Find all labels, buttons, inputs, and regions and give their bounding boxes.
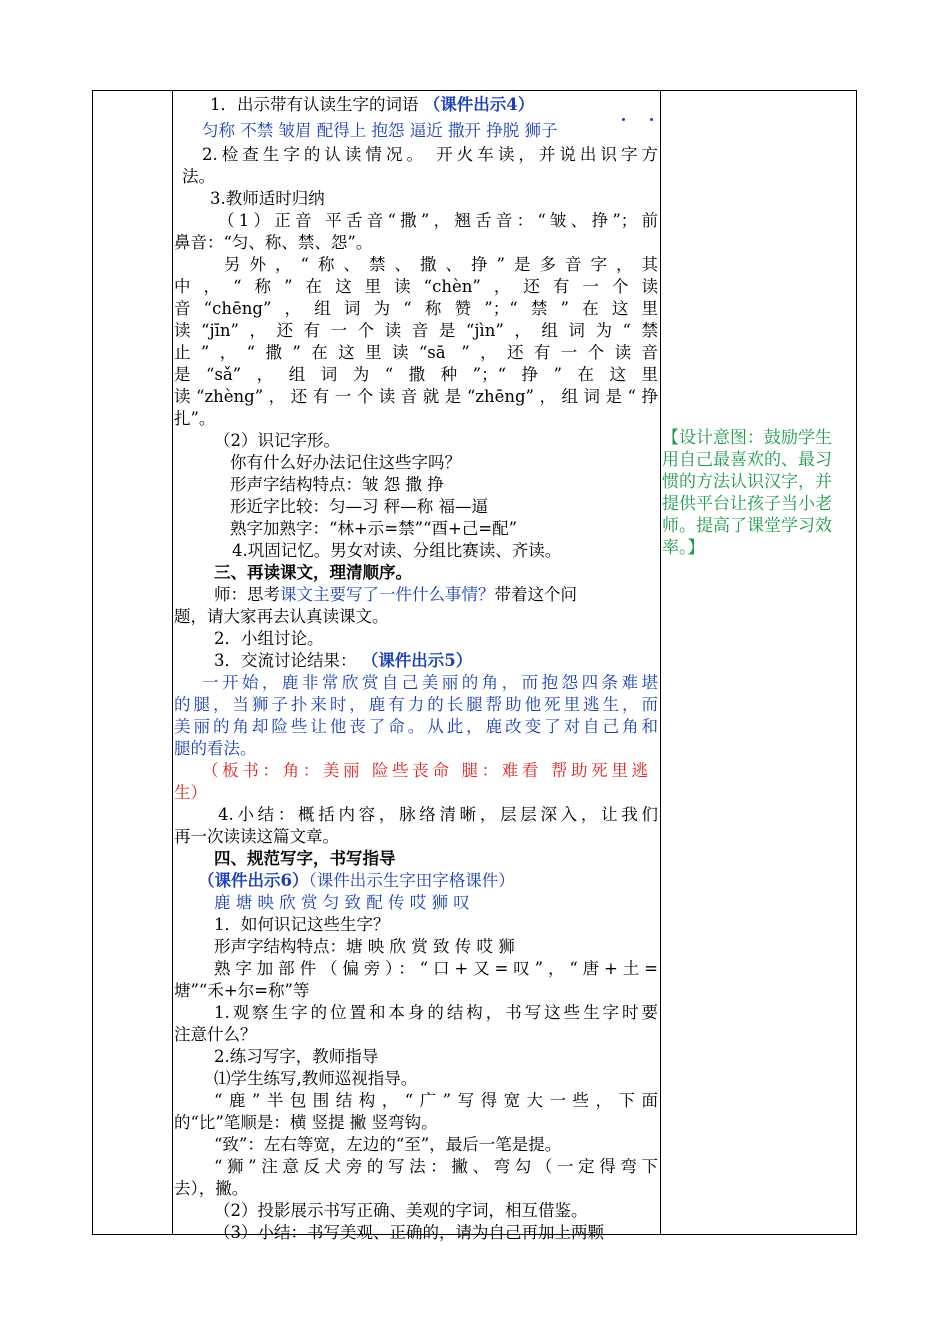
text-line: 鼻音：“匀、称、禁、怨”。: [174, 233, 373, 252]
text-line: 一开始，鹿非常欣赏自己美丽的角，而抱怨四条难堪: [202, 673, 658, 692]
note-line: 惯的方法认识汉字，并: [662, 472, 832, 492]
text-line: 形声字结构特点：塘 映 欣 赏 致 传 哎 狮: [214, 937, 515, 956]
text-line: 是“sǎ”，组词为“撒种”；“挣”在这里: [174, 365, 658, 384]
text-line: “狮”注意反犬旁的写法：撇、弯勾（一定得弯下: [214, 1157, 658, 1176]
text-line: 3.教师适时归纳: [210, 189, 325, 208]
text-line: （3）小结：书写美观、正确的，请为自己再加上两颗: [214, 1223, 604, 1242]
text-line: 的“比”笔顺是：横 竖提 撇 竖弯钩。: [174, 1113, 438, 1132]
text-line: 2.检查生字的认读情况。 开火车读，并说出识字方: [202, 145, 658, 164]
emphasis-dot: [650, 118, 653, 121]
text-line: 扎”。: [174, 409, 216, 428]
text-line: 师：思考课文主要写了一件什么事情？带着这个问: [214, 585, 577, 604]
text-line: “致”：左右等宽，左边的“至”，最后一笔是提。: [214, 1135, 562, 1154]
text-line: 4.小结：概括内容，脉络清晰，层层深入，让我们: [218, 805, 658, 824]
note-line: 师。提高了课堂学习效: [662, 516, 832, 536]
text-line: 4.巩固记忆。男女对读、分组比赛读、齐读。: [232, 541, 562, 560]
text-line: 中，“称”在这里读“chèn”，还有一个读: [174, 277, 658, 296]
text-line: 另外，“称、禁、撒、挣”是多音字，其: [224, 255, 658, 274]
text-line: ⑴学生练写,教师巡视指导。: [214, 1069, 418, 1088]
note-line: 提供平台让孩子当小老: [662, 494, 832, 514]
text-line: 你有什么好办法记住这些字吗？: [230, 453, 461, 472]
text-line: 1．如何识记这些生字？: [214, 915, 390, 934]
text-line: 题，请大家再去认真读课文。: [174, 607, 389, 626]
text-line: 读“jīn”，还有一个读音是“jìn”，组词为“禁: [174, 321, 658, 340]
text-line: 注意什么？: [174, 1025, 257, 1044]
section-heading: 三、再读课文，理清顺序。: [214, 563, 412, 582]
text-line: 塘”“禾+尔=称”等: [174, 981, 310, 1000]
text-line: “鹿”半包围结构，“广”写得宽大一些，下面: [214, 1091, 658, 1110]
table-divider-left: [172, 91, 173, 1234]
text-line: 匀称 不禁 皱眉 配得上 抱怨 逼近 撒开 挣脱 狮子: [202, 121, 558, 140]
text-line: （1）正音 平舌音“撒”，翘舌音：“皱、挣”；前: [218, 211, 658, 230]
section-heading: 四、规范写字，书写指导: [214, 849, 396, 868]
note-line: 用自己最喜欢的、最习: [662, 450, 832, 470]
text-line: 腿的看法。: [174, 739, 257, 758]
text-line: 3．交流讨论结果： （课件出示5）: [214, 651, 473, 670]
text-line: 法。: [182, 167, 215, 186]
text-line: 的腿，当狮子扑来时，鹿有力的长腿帮助他死里逃生，而: [174, 695, 658, 714]
text-line: 再一次读读这篇文章。: [174, 827, 339, 846]
text-line: 形近字比较：匀—习 秤—称 福—逼: [230, 497, 488, 516]
text-line: 熟字加部件（偏旁）：“口+又=叹”，“唐+土=: [214, 959, 658, 978]
text-line: （2）投影展示书写正确、美观的字词，相互借鉴。: [214, 1201, 588, 1220]
text-line: 2.练习写字，教师指导: [214, 1047, 379, 1066]
text-line: 美丽的角却险些让他丧了命。从此，鹿改变了对自己角和: [174, 717, 658, 736]
text-line: 1.观察生字的位置和本身的结构，书写这些生字时要: [214, 1003, 658, 1022]
emphasis-dot: [622, 118, 625, 121]
blackboard-note: 生）: [174, 783, 207, 802]
text-line: （2）识记字形。: [214, 431, 340, 450]
table-divider-right: [660, 91, 661, 1234]
text-line: 音“chēng”，组词为“称赞”；“禁”在这里: [174, 299, 658, 318]
text-line: 1．出示带有认读生字的词语 （课件出示4）: [210, 95, 535, 114]
text-line: （课件出示6）（课件出示生字田字格课件）: [198, 871, 515, 890]
text-line: 止”，“撒”在这里读“sā ”，还有一个读音: [174, 343, 658, 362]
text-line: 形声字结构特点：皱 怨 撒 挣: [230, 475, 444, 494]
text-line: 读“zhèng”，还有一个读音就是“zhēng”，组词是“挣: [174, 387, 658, 406]
text-line: 去），撇。: [174, 1179, 249, 1198]
note-line: 【设计意图：鼓励学生: [662, 428, 832, 448]
blackboard-note: （板书：角：美丽 险些丧命 腿：难看 帮助死里逃: [202, 761, 648, 780]
text-line: 熟字加熟字：“林+示=禁”“酉+己=配”: [230, 519, 518, 538]
note-line: 率。】: [662, 538, 705, 558]
text-line: 2．小组讨论。: [214, 629, 324, 648]
text-line: 鹿 塘 映 欣 赏 匀 致 配 传 哎 狮 叹: [214, 893, 470, 912]
